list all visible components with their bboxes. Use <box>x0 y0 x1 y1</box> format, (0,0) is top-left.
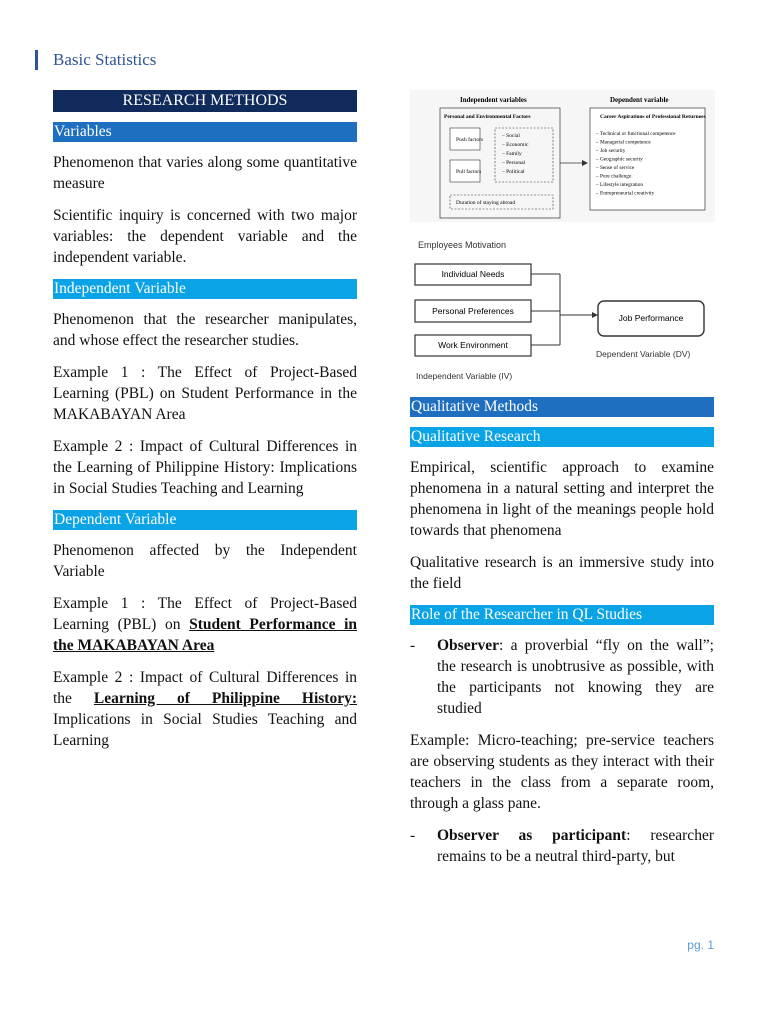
qualitative-methods-heading: Qualitative Methods <box>410 397 714 417</box>
figure1-career-title: Career Aspirations of Professional Returnees <box>600 114 706 120</box>
dependent-example-1-text: Example 1 : The Effect of Project-Based Learning (PBL) on <box>53 595 357 633</box>
bullet-observer-label: Observer <box>437 637 499 654</box>
figure2-arrowhead <box>592 312 598 318</box>
figure1-career-item: – Sense of service <box>596 165 635 171</box>
dependent-example-1 <box>53 593 357 656</box>
figure1-career-item: – Geographic security <box>596 156 643 163</box>
bullet-observer <box>410 635 714 719</box>
bullet-observer-as-participant-desc: : researcher remains to be a neutral third-party, but <box>437 827 714 865</box>
figure1-career-item: – Entrepreneurial creativity <box>596 190 655 197</box>
dependent-example-2-emphasis: Learning of Philippine History: <box>93 690 357 707</box>
dependent-definition: Phenomenon affected by the Independent Variable <box>53 542 357 580</box>
figure-employee-motivation <box>410 235 715 385</box>
figure2-outcome-label: Job Performance <box>618 313 684 323</box>
employee-motivation-diagram <box>410 235 715 385</box>
right-column <box>410 397 714 878</box>
left-column <box>53 90 357 762</box>
bullet-dash: - <box>410 637 416 654</box>
figure1-duration-label: Duration of staying abroad <box>456 200 516 206</box>
figure2-dv-label: Dependent Variable (DV) <box>596 349 691 359</box>
figure1-factor-item: – Personal <box>502 160 526 166</box>
figure1-arrowhead <box>582 160 588 166</box>
figure1-push-label: Push factors <box>456 137 484 143</box>
figure2-label-work-environment: Work Environment <box>438 340 508 350</box>
observer-example: Example: Micro-teaching; pre-service teachers are observing students as they interact with their teachers in the class from a separate room, through a glass pane. <box>410 732 714 812</box>
figure1-factor-item: – Social <box>502 133 520 139</box>
bullet-observer-as-participant-label: Observer as participant <box>437 827 627 844</box>
figure1-career-item: – Managerial competence <box>596 139 651 146</box>
qualitative-research-paragraph: Qualitative research is an immersive study into the field <box>410 554 714 592</box>
page-header-title: Basic Statistics <box>53 50 157 69</box>
bullet-dash: - <box>410 827 416 844</box>
figure1-iv-title: Independent variables <box>460 96 527 104</box>
independent-variable-heading: Independent Variable <box>53 279 357 299</box>
figure-career-aspirations <box>410 90 715 222</box>
figure1-box-title: Personal and Environmental Factors <box>444 114 531 120</box>
figure1-dv-title: Dependent variable <box>610 96 669 104</box>
dependent-example-1-emphasis: Student Performance in the MAKABAYAN Area <box>53 616 357 654</box>
qualitative-research-heading: Qualitative Research <box>410 427 714 447</box>
figure2-iv-label: Independent Variable (IV) <box>416 371 513 381</box>
figure1-career-item: – Lifestyle integration <box>596 182 644 188</box>
dependent-variable-heading: Dependent Variable <box>53 510 357 530</box>
bullet-observer-as-participant-text <box>437 825 714 867</box>
variables-heading: Variables <box>53 122 357 142</box>
independent-definition: Phenomenon that the researcher manipulates, and whose effect the researcher studies. <box>53 311 357 349</box>
header-accent-bar <box>35 50 38 70</box>
independent-example-2: Example 2 : Impact of Cultural Differences in the Learning of Philippine History: Implications in Social Studies Teaching and Learning <box>53 438 357 497</box>
figure1-career-item: – Pure challenge <box>596 173 632 180</box>
figure1-factor-item: – Family <box>502 151 522 157</box>
variables-definition: Phenomenon that varies along some quantitative measure <box>53 154 357 192</box>
dependent-example-2-tail: Implications in Social Studies Teaching and Learning <box>53 711 357 749</box>
variables-paragraph: Scientific inquiry is concerned with two major variables: the dependent variable and the independent variable. <box>53 207 357 266</box>
career-aspirations-diagram <box>410 90 715 222</box>
role-of-researcher-heading: Role of the Researcher in QL Studies <box>410 605 714 625</box>
figure1-pull-label: Pull factors <box>456 169 482 175</box>
main-heading: RESEARCH METHODS <box>53 90 357 112</box>
figure1-factor-item: – Economic <box>502 142 529 148</box>
qualitative-research-definition: Empirical, scientific approach to examine phenomena in a natural setting and interpret the phenomena in light of the meanings people hold towards that phenomena <box>410 459 714 539</box>
figure1-career-item: – Technical or functional competence <box>596 131 676 137</box>
bullet-observer-text <box>437 635 714 719</box>
figure2-label-personal-preferences: Personal Preferences <box>432 306 514 316</box>
independent-example-1: Example 1 : The Effect of Project-Based Learning (PBL) on Student Performance in the MAKABAYAN Area <box>53 364 357 423</box>
bullet-observer-desc: : a proverbial “fly on the wall”; the research is unobtrusive as possible, with the participants not knowing they are studied <box>437 637 714 717</box>
figure1-career-item: – Job security <box>596 148 626 154</box>
figure2-label-individual-needs: Individual Needs <box>441 269 505 279</box>
page-number: pg. 1 <box>687 938 714 952</box>
figure1-factor-item: – Political <box>502 169 525 175</box>
bullet-observer-as-participant <box>410 825 714 867</box>
figure2-title: Employees Motivation <box>418 240 507 250</box>
dependent-example-2 <box>53 667 357 751</box>
dependent-example-2-text: Example 2 : Impact of Cultural Differences in the <box>53 669 357 707</box>
